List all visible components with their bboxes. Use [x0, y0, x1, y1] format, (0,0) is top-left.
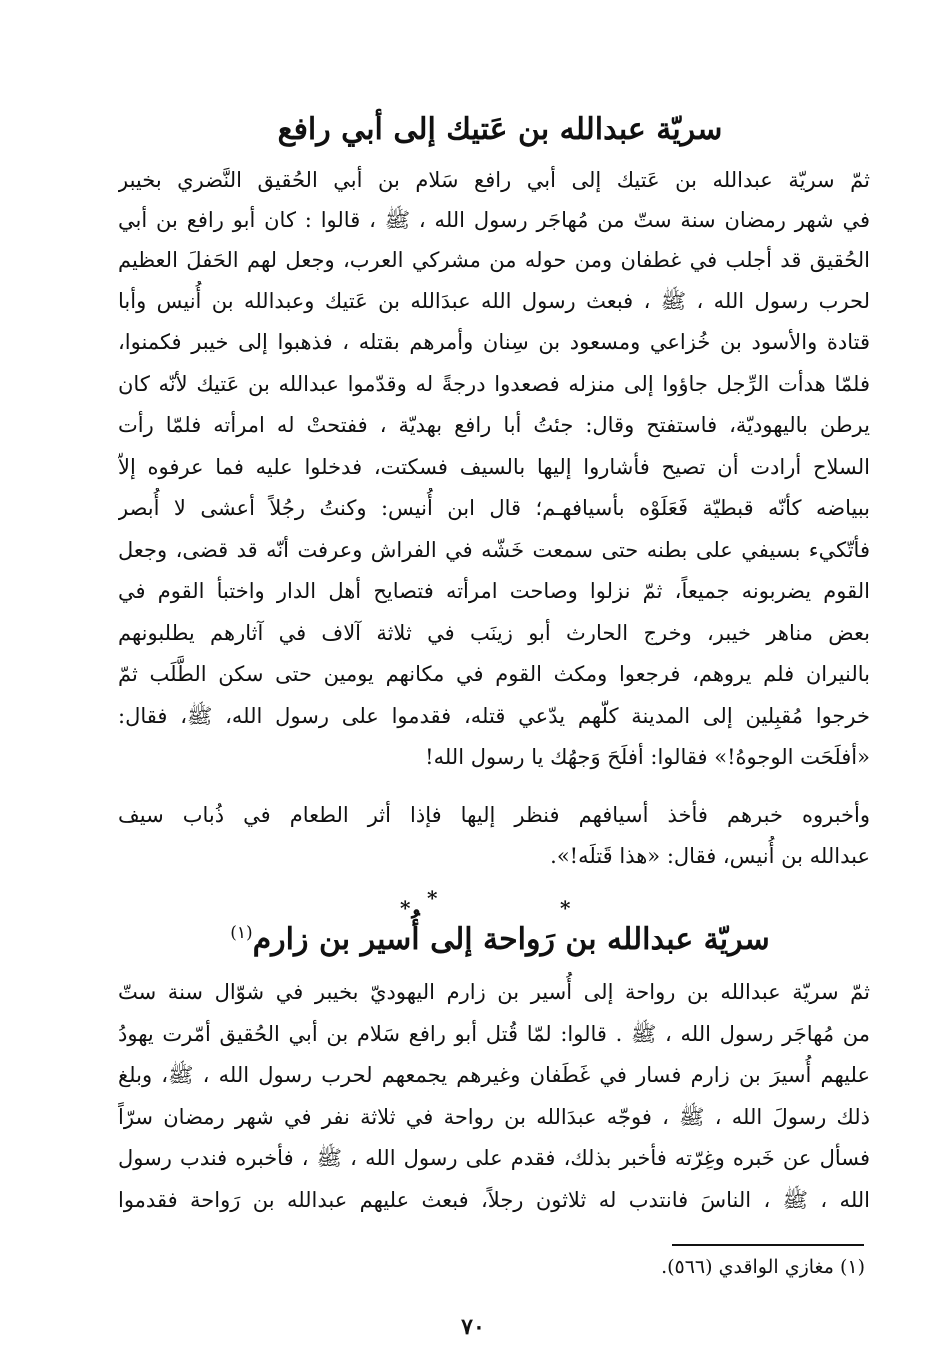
text-line: بعض مناهر خيبر، وخرج الحارث أبو زينَب في ثلاثة آلاف في آثارهم يطلبونهم: [118, 621, 870, 645]
footnote-separator: [672, 1244, 864, 1246]
text-line: من مُهاجَر رسول الله ، ﷺ . قالوا: لمّا قُتل أبو رافع سَلام بن أبي الحُقيق أمّرت يهودُ: [118, 1022, 870, 1046]
text-line: وأخبروه خبرهم فأخذ أسيافهم فنظر إليها فإذا أثر الطعام في ذُباب سيف: [118, 803, 870, 827]
text-line: ثمّ سريّة عبدالله بن رواحة إلى أُسير بن زارم اليهوديّ بخيبر في شوّال سنة ستّ: [118, 980, 870, 1004]
text-line: يرطن باليهوديّة، فاستفتح وقال: جئتُ أبا رافع بهديّة ، ففتحتْ له امرأته فلمّا رأت: [118, 413, 870, 437]
text-line: فلمّا هدأت الرِّجل جاؤوا إلى منزله فصعدوا درجةً له وقدّموا عبدالله بن عَتيك لأنّه كان: [118, 372, 870, 396]
text-line: ذلك رسولَ الله ، ﷺ ، فوجّه عبدَالله بن رواحة في ثلاثة نفر في شهر رمضان سرّاً: [118, 1105, 870, 1129]
text-line: فسأل عن خَبره وغِرّته فأخبر بذلك، فقدم على رسول الله ، ﷺ ، فأخبره فندب رسول: [118, 1146, 870, 1170]
divider-asterisk: *: [560, 896, 571, 920]
text-line: الحُقيق قد أجلب في غطفان ومن حوله من مشركي العرب، وجعل لهم الحَفلَ العظيم: [118, 248, 870, 272]
text-line: فأتّكيء بسيفي على بطنه حتى سمعت خَشّه في الفراش وعرفت أنّه قد قضى، وجعل: [118, 538, 870, 562]
text-line: عليهم أُسيرَ بن زارم فسار في غَطَفان وغيرهم يجمعهم لحرب رسول الله ، ﷺ، وبلغ: [118, 1063, 870, 1087]
text-line: في شهر رمضان سنة ستّ من مُهاجَر رسول الله ، ﷺ ، قالوا : كان أبو رافع بن أبي: [118, 208, 870, 232]
divider-asterisk: *: [427, 886, 438, 910]
text-line: بالنيران فلم يروهم، فرجعوا ومكث القوم في مكانهم يومين حتى سكن الطَّلَب ثمّ: [118, 662, 870, 686]
section-title-2-text: سريّة عبدالله بن رَواحة إلى أُسير بن زارم: [252, 922, 770, 957]
section-divider: [400, 886, 571, 920]
text-line: ببياضه كأنّه قبطيّة فَعَلَوْه بأسيافهـم؛ قال ابن أُنيس: وكنتُ رجُلاً أعشى لا أُبصر: [118, 496, 870, 520]
text-line: عبدالله بن أُنيس، فقال: «هذا قَتلَه!».: [550, 844, 870, 868]
section-title-2: [170, 922, 830, 957]
text-line: قتادة والأسود بن خُزاعي ومسعود بن سِنان وأمرهم بقتله ، فذهبوا إلى خيبر فكمنوا،: [118, 330, 870, 354]
section-title-1: سريّة عبدالله بن عَتيك إلى أبي رافع: [277, 112, 723, 147]
text-line: لحرب رسول الله ، ﷺ ، فبعث رسول الله عبدَالله بن عَتيك وعبدالله بن أُنيس وأبا: [118, 289, 870, 313]
text-line: ثمّ سريّة عبدالله بن عَتيك إلى أبي رافع سَلام بن أبي الحُقيق النَّضري بخيبر: [118, 168, 870, 192]
text-line: السلاح أرادت أن تصيح فأشاروا إليها بالسيف فسكتت، فدخلوا عليه فما عرفوه إلاّ: [118, 455, 870, 479]
footnote-reference[interactable]: (١): [230, 923, 253, 943]
footnote: (١) مغازي الواقدي (٥٦٦).: [661, 1256, 865, 1278]
text-line: الله ، ﷺ ، الناسَ فانتدب له ثلاثون رجلاً، فبعث عليهم عبدالله بن رَواحة فقدموا: [118, 1188, 870, 1212]
text-line: القوم يضربونه جميعاً، ثمّ نزلوا وصاحت امرأته فتصايح أهل الدار واختبأ القوم في: [118, 579, 870, 603]
text-line: خرجوا مُقبِلين إلى المدينة كلّهم يدّعي قتله، فقدموا على رسول الله، ﷺ، فقال:: [118, 704, 870, 728]
divider-asterisk: *: [400, 896, 411, 920]
text-line: «أفلَحَت الوجوهُ!» فقالوا: أفلَحَ وَجهُك يا رسول الله!: [425, 745, 870, 769]
page-number: ٧٠: [461, 1314, 485, 1340]
